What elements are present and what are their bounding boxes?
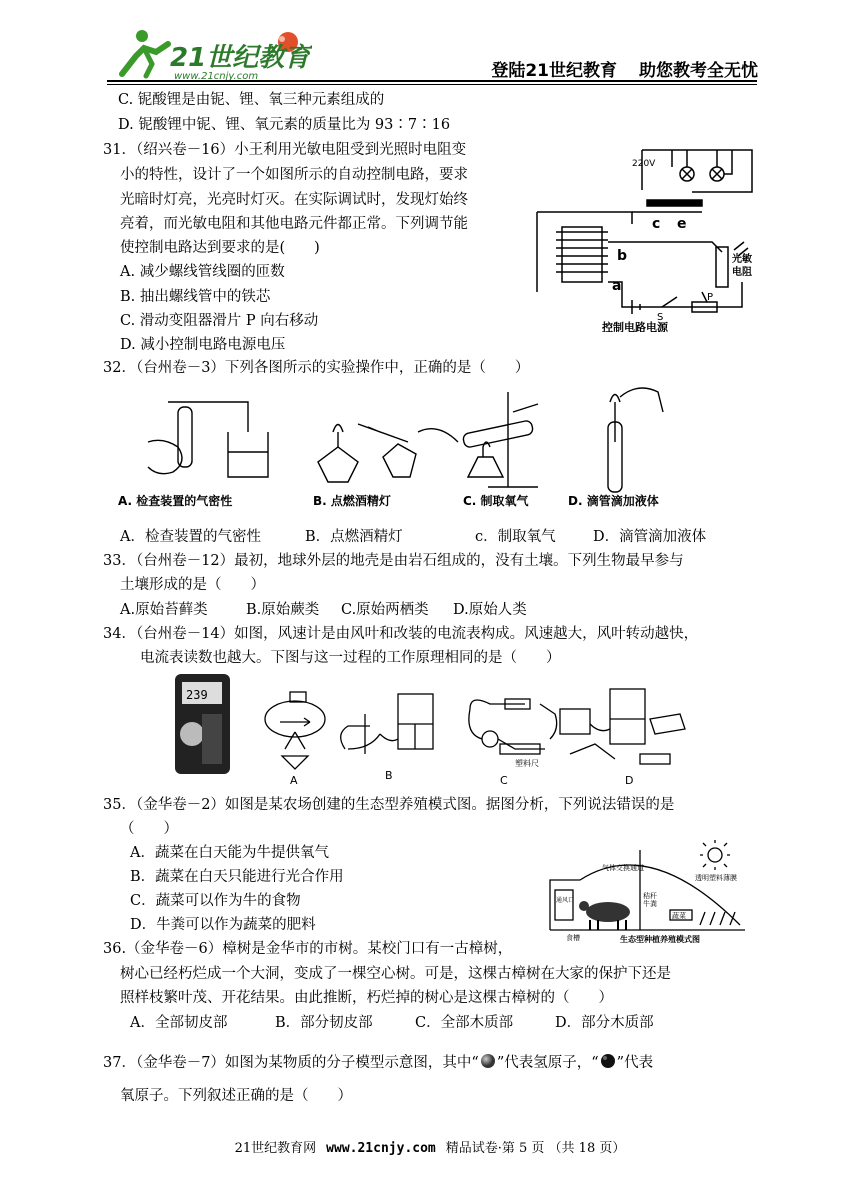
q35-option-d: D．牛粪可以作为蔬菜的肥料 <box>130 917 316 933</box>
q30-option-c: C. 铌酸锂是由铌、锂、氧三种元素组成的 <box>118 92 385 108</box>
svg-text:P: P <box>707 292 714 303</box>
q35-option-c: C．蔬菜可以作为牛的食物 <box>130 893 301 909</box>
svg-text:通风口: 通风口 <box>556 897 575 904</box>
runner-icon <box>122 30 168 76</box>
oxygen-atom-icon <box>599 1053 617 1069</box>
q37-stem-2: 氧原子。下列叙述正确的是（ ） <box>120 1088 352 1104</box>
q32-fig-caption-c: C. 制取氧气 <box>463 494 529 508</box>
q32-figure <box>118 382 668 512</box>
svg-text:A: A <box>290 774 298 787</box>
q32-fig-caption-d: D. 滴管滴加液体 <box>568 494 659 508</box>
svg-text:秸秆: 秸秆 <box>643 892 657 900</box>
footer-site: 21世纪教育网 <box>234 1141 317 1156</box>
q31-stem-5: 使控制电路达到要求的是( ) <box>120 240 320 256</box>
svg-text:控制电路电源: 控制电路电源 <box>602 321 668 332</box>
q35-stem-1: 35．（金华卷－2）如图是某农场创建的生态型养殖模式图。据图分析，下列说法错误的是 <box>103 797 675 813</box>
q30-option-d: D. 铌酸锂中铌、锂、氧元素的质量比为 93∶7∶16 <box>118 117 451 133</box>
q31-stem-1: 31．（绍兴卷－16）小王利用光敏电阻受到光照时电阻变 <box>103 142 467 158</box>
q32-option-c: c．制取氧气 <box>475 529 556 545</box>
q31-stem-4: 亮着，而光敏电阻和其他电路元件都正常。下列调节能 <box>120 216 468 232</box>
svg-text:B: B <box>385 769 393 782</box>
q36-options <box>130 1013 654 1033</box>
q32-fig-caption-b: B. 点燃酒精灯 <box>313 494 391 508</box>
svg-text:C: C <box>500 774 508 787</box>
q36-stem-3: 照样枝繁叶茂、开花结果。由此推断，朽烂掉的树心是这棵古樟树的（ ） <box>120 990 613 1006</box>
q34-stem-2: 电流表读数也越大。下图与这一过程的工作原理相同的是（ ） <box>140 650 561 666</box>
header-rule <box>107 80 757 82</box>
footer-page-info: 精品试卷·第 5 页 （共 18 页） <box>445 1141 626 1156</box>
q32-option-b: B．点燃酒精灯 <box>305 529 403 545</box>
svg-text:透明塑料薄膜: 透明塑料薄膜 <box>695 874 737 882</box>
q36-stem-2: 树心已经朽烂成一个大洞，变成了一棵空心树。可是，这棵古樟树在大家的保护下还是 <box>120 966 671 982</box>
svg-text:220V: 220V <box>632 159 656 169</box>
q36-option-c: C．全部木质部 <box>415 1015 514 1031</box>
header-rule-thin <box>107 84 757 85</box>
footer-url[interactable]: www.21cnjy.com <box>326 1141 436 1156</box>
q32-fig-caption-a: A. 检查装置的气密性 <box>118 494 233 508</box>
svg-text:D: D <box>625 774 634 787</box>
svg-text:食槽: 食槽 <box>566 934 580 942</box>
q32-option-d: D．滴管滴加液体 <box>593 529 707 545</box>
svg-text:光敏: 光敏 <box>732 254 752 265</box>
page-footer <box>0 1137 860 1156</box>
q31-option-b: B. 抽出螺线管中的铁芯 <box>120 289 271 305</box>
q36-option-b: B．部分韧皮部 <box>275 1015 373 1031</box>
svg-text:a: a <box>612 278 622 294</box>
q37-stem-1: 37．（金华卷－7）如图为某物质的分子模型示意图，其中“ ”代表氢原子，“ ”代表 <box>103 1055 654 1071</box>
q36-option-d: D．部分木质部 <box>555 1015 654 1031</box>
svg-text:塑料尺: 塑料尺 <box>515 759 539 768</box>
slogan-left: 登陆21世纪教育 <box>491 61 617 81</box>
q32-options <box>120 527 706 547</box>
q33-option-a: A.原始苔藓类 <box>120 602 208 618</box>
svg-text:生态型种植养殖模式图: 生态型种植养殖模式图 <box>620 935 700 944</box>
svg-text:21世纪教育: 21世纪教育 <box>170 43 311 73</box>
q31-circuit-figure <box>512 132 762 332</box>
q33-stem-2: 土壤形成的是（ ） <box>120 577 265 593</box>
svg-text:b: b <box>617 248 628 264</box>
hydrogen-atom-icon <box>479 1053 497 1069</box>
anemometer-icon <box>175 674 230 774</box>
site-logo <box>112 26 312 82</box>
q34-figure <box>170 674 690 789</box>
q33-options <box>120 600 527 620</box>
q31-option-a: A. 减少螺线管线圈的匝数 <box>120 264 285 280</box>
q33-option-d: D.原始人类 <box>453 602 527 618</box>
svg-text:牛粪: 牛粪 <box>643 900 657 908</box>
q35-option-b: B．蔬菜在白天只能进行光合作用 <box>130 869 344 885</box>
q31-option-c: C. 滑动变阻器滑片 P 向右移动 <box>120 313 319 329</box>
cow-icon <box>579 901 630 930</box>
q32-stem: 32．（台州卷－3）下列各图所示的实验操作中，正确的是（ ） <box>103 360 530 376</box>
q31-stem-2: 小的特性，设计了一个如图所示的自动控制电路，要求 <box>120 167 468 183</box>
q36-stem-1: 36.（金华卷－6）樟树是金华市的市树。某校门口有一古樟树， <box>103 941 513 957</box>
q34-stem-1: 34．（台州卷－14）如图，风速计是由风叶和改装的电流表构成。风速越大，风叶转动越快， <box>103 626 699 642</box>
q33-stem-1: 33．（台州卷－12）最初，地球外层的地壳是由岩石组成的，没有土壤。下列生物最早参与 <box>103 553 684 569</box>
svg-text:www.21cnjy.com: www.21cnjy.com <box>174 71 259 82</box>
q33-option-b: B.原始蕨类 <box>246 602 320 618</box>
q36-option-a: A．全部韧皮部 <box>130 1015 228 1031</box>
q32-option-a: A．检查装置的气密性 <box>120 529 261 545</box>
svg-text:e: e <box>677 216 687 232</box>
q35-option-a: A．蔬菜在白天能为牛提供氧气 <box>130 845 329 861</box>
slogan-right: 助您教考全无忧 <box>639 61 758 81</box>
q35-ecofarm-figure <box>540 840 760 945</box>
header-slogan <box>491 56 758 81</box>
q31-stem-3: 光暗时灯亮，光亮时灯灭。在实际调试时，发现灯始终 <box>120 192 468 208</box>
svg-text:气体交换通道: 气体交换通道 <box>602 864 644 872</box>
svg-text:c: c <box>652 216 661 232</box>
svg-text:蔬菜: 蔬菜 <box>672 912 686 920</box>
svg-text:S: S <box>657 312 664 323</box>
svg-text:电阻: 电阻 <box>732 267 752 278</box>
q33-option-c: C.原始两栖类 <box>341 602 429 618</box>
svg-text:239: 239 <box>186 688 208 702</box>
q31-option-d: D. 减小控制电路电源电压 <box>120 337 286 353</box>
q35-stem-2: （ ） <box>120 821 178 837</box>
